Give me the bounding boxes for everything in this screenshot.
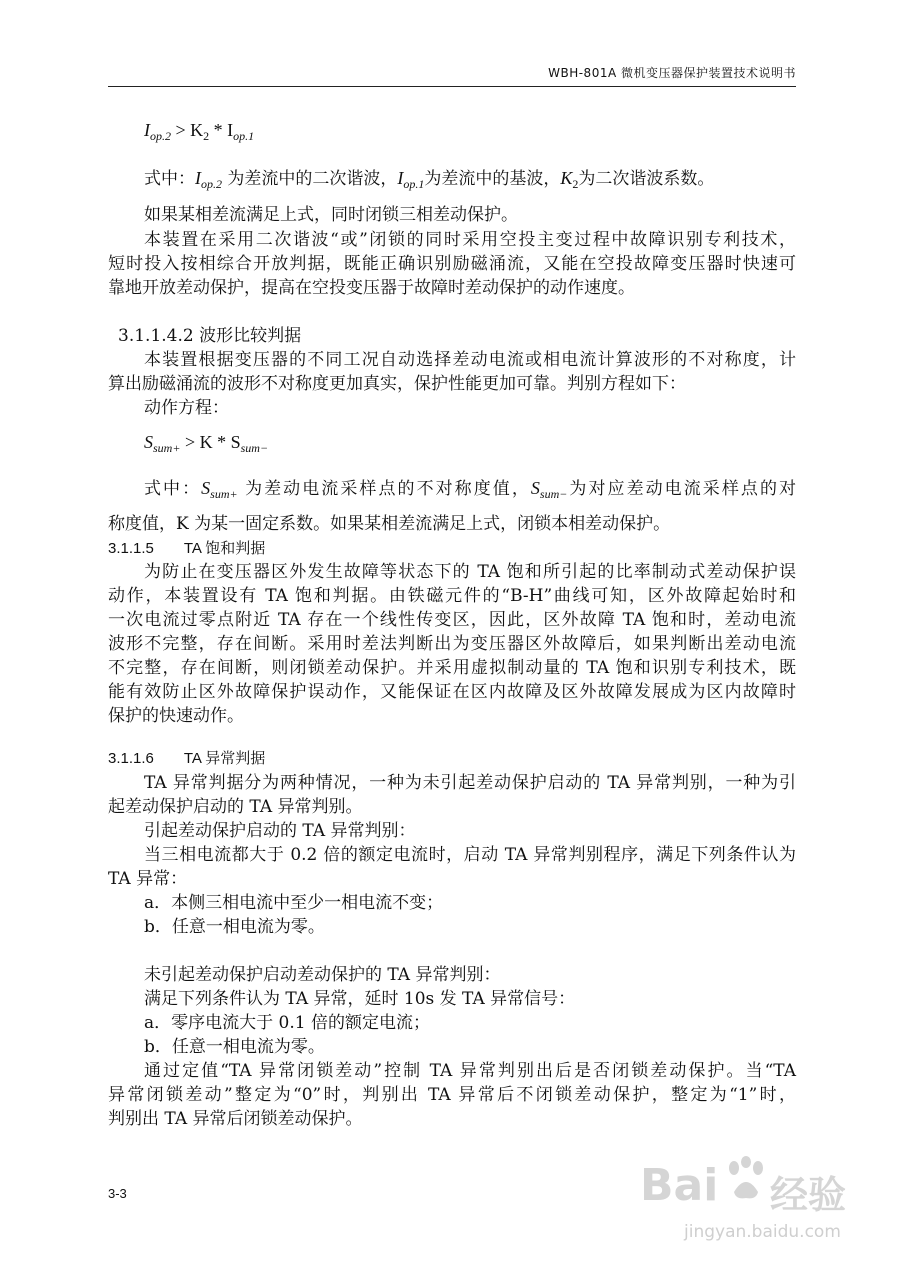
- paw-icon: [726, 1156, 766, 1202]
- paragraph-line: TA 异常：: [108, 869, 188, 889]
- page-number: 3-3: [108, 1186, 127, 1201]
- section-heading: 3.1.1.5 TA 饱和判据: [108, 540, 266, 557]
- paragraph-line: 为防止在变压器区外发生故障等状态下的 TA 饱和所引起的比率制动式差动保护误: [144, 562, 796, 582]
- paragraph-line: 保护的快速动作。: [108, 706, 244, 726]
- paragraph-line: 引起差动保护启动的 TA 异常判别：: [144, 821, 416, 841]
- paragraph-line: 判别出 TA 异常后闭锁差动保护。: [108, 1109, 363, 1129]
- formula-asymmetry: $S_{sum+} > K * S_{sum-}$: [144, 432, 269, 455]
- paragraph-line: 如果某相差流满足上式，同时闭锁三相差动保护。: [144, 205, 518, 225]
- paragraph-line: 靠地开放差动保护，提高在空投变压器于故障时差动保护的动作速度。: [108, 278, 635, 298]
- watermark-url: jingyan.baidu.com: [684, 1222, 841, 1242]
- paragraph-line: 本装置在采用二次谐波“或”闭锁的同时采用空投主变过程中故障识别专利技术，: [144, 230, 796, 250]
- section-heading: 3.1.1.6 TA 异常判据: [108, 750, 266, 767]
- paragraph-line: 动作方程：: [144, 398, 229, 418]
- formula1-explanation: 式中：$I_{op.2}$ 为差流中的二次谐波，$I_{op.1}$为差流中的基波，$K_2$为二次谐波系数。: [144, 168, 715, 191]
- list-item: b．任意一相电流为零。: [144, 1037, 325, 1057]
- list-item: b．任意一相电流为零。: [144, 917, 325, 937]
- formula-harmonic: $I_{op.2} > K_2 * I_{op.1}$: [144, 120, 255, 143]
- header-title: WBH-801A 微机变压器保护装置技术说明书: [548, 66, 796, 80]
- list-item: a．零序电流大于 0.1 倍的额定电流；: [144, 1013, 430, 1033]
- watermark-brand-cn: 经验: [770, 1173, 847, 1217]
- paragraph-line: 起差动保护启动的 TA 异常判别。: [108, 797, 363, 817]
- paragraph-line: 动作，本装置设有 TA 饱和判据。由铁磁元件的“B-H”曲线可知，区外故障起始时和: [108, 586, 796, 606]
- paragraph-line: 算出励磁涌流的波形不对称度更加真实，保护性能更加可靠。判别方程如下：: [108, 374, 686, 394]
- paragraph-line: 称度值，K 为某一固定系数。如果某相差流满足上式，闭锁本相差动保护。: [108, 514, 671, 534]
- paragraph-line: 未引起差动保护启动差动保护的 TA 异常判别：: [144, 965, 501, 985]
- page-header: [108, 56, 796, 87]
- paragraph-line: 波形不完整，存在间断。采用时差法判断出为变压器区外故障后，如果判断出差动电流: [108, 634, 796, 654]
- list-item: a．本侧三相电流中至少一相电流不变；: [144, 893, 444, 913]
- baidu-watermark: [640, 1150, 870, 1260]
- paragraph-line: 满足下列条件认为 TA 异常，延时 10s 发 TA 异常信号：: [144, 989, 576, 1009]
- paragraph-line: 一次电流过零点附近 TA 存在一个线性传变区，因此，区外故障 TA 饱和时，差动电流: [108, 610, 796, 630]
- paragraph-line: 短时投入按相综合开放判据，既能正确识别励磁涌流，又能在空投故障变压器时快速可: [108, 254, 796, 274]
- paragraph-line: 不完整，存在间断，则闭锁差动保护。并采用虚拟制动量的 TA 饱和识别专利技术，既: [108, 658, 796, 678]
- paragraph-line: 当三相电流都大于 0.2 倍的额定电流时，启动 TA 异常判别程序，满足下列条件认为: [144, 845, 796, 865]
- paragraph-line: 异常闭锁差动”整定为“0”时，判别出 TA 异常后不闭锁差动保护，整定为“1”时，: [108, 1085, 796, 1105]
- paragraph-line: 通过定值“TA 异常闭锁差动”控制 TA 异常判别出后是否闭锁差动保护。当“TA: [144, 1061, 796, 1081]
- paragraph-line: TA 异常判据分为两种情况，一种为未引起差动保护启动的 TA 异常判别，一种为引: [144, 773, 796, 793]
- paragraph-line: 能有效防止区外故障保护误动作，又能保证在区内故障及区外故障发展成为区内故障时: [108, 682, 796, 702]
- paragraph-line: 本装置根据变压器的不同工况自动选择差动电流或相电流计算波形的不对称度，计: [144, 350, 796, 370]
- section-heading: 3.1.1.4.2 波形比较判据: [118, 326, 302, 346]
- formula2-explanation: 式中：$S_{sum+}$ 为差动电流采样点的不对称度值，$S_{sum-}$为对应差动电流采样点的对: [144, 478, 797, 501]
- watermark-brand: Bai: [640, 1160, 719, 1211]
